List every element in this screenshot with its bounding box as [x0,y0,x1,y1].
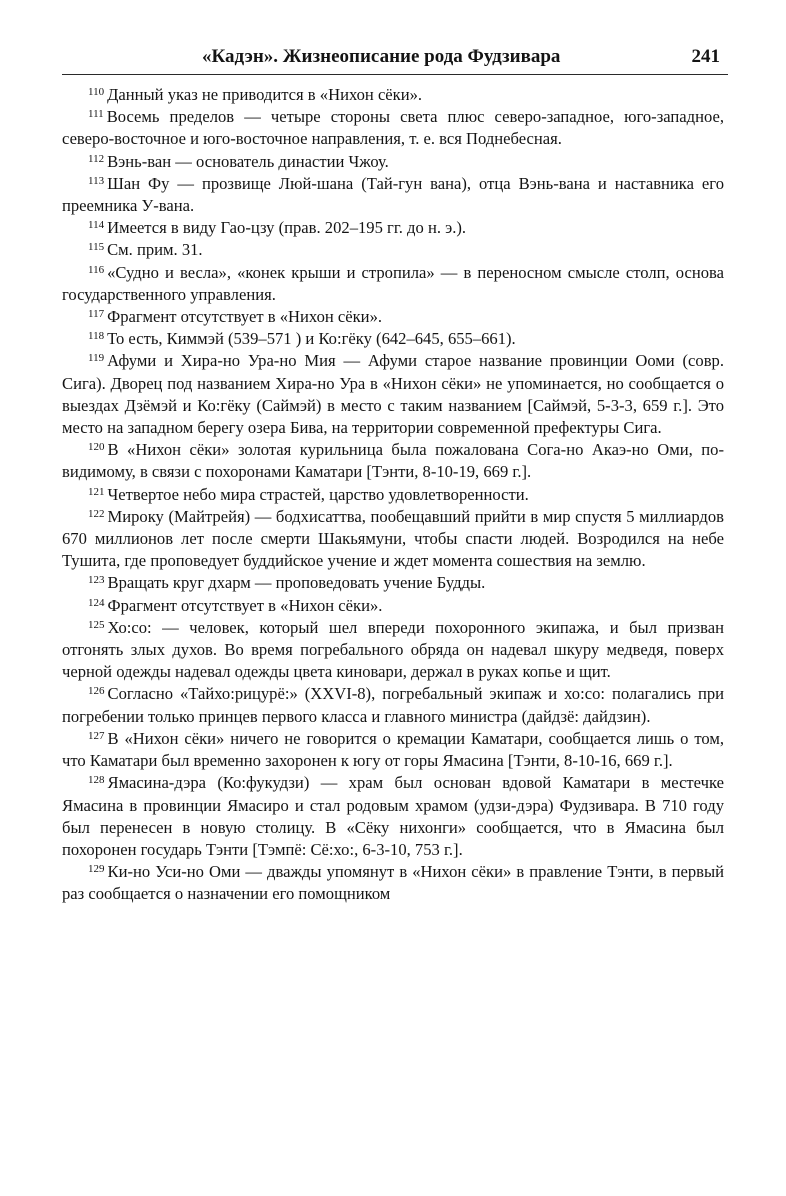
note-number: 118 [88,330,105,343]
note-125 [62,617,724,684]
note-text: В «Нихон сёки» ничего не говорится о кремации Каматари, сообщается лишь о том, что Каматари был временно захоронен к югу от горы Ямасина [Тэнти, 8-10-16, 669 г.]. [62,728,724,771]
running-header [62,40,728,75]
note-121 [62,484,724,506]
note-text: Хо:со: — человек, который шел впереди похоронного экипажа, и был призван отгонять злых духов. Во время погребального обряда он надевал шкуру медведя, поверх черной одежды надевал одежды цвета киновари, держал в руках копье и щит. [62,617,724,682]
note-127 [62,728,724,772]
note-number: 115 [88,241,105,254]
note-number: 123 [88,574,105,587]
note-text: Имеется в виду Гао-цзу (прав. 202–195 гг. до н. э.). [107,218,467,238]
note-number: 117 [88,308,105,321]
note-129 [62,861,724,905]
note-text: См. прим. 31. [107,240,203,260]
note-number: 111 [88,108,104,121]
note-number: 116 [88,263,105,276]
note-number: 129 [88,863,105,876]
note-number: 127 [88,729,105,742]
note-number: 124 [88,596,105,609]
note-number: 125 [88,618,105,631]
note-text: Четвертое небо мира страстей, царство удовлетворенности. [107,484,529,504]
note-126 [62,683,724,727]
note-number: 120 [88,441,105,454]
note-text: То есть, Киммэй (539–571 ) и Ко:гёку (642–645, 655–661). [107,329,516,349]
endnotes [62,84,724,906]
note-123 [62,572,724,594]
note-number: 112 [88,152,105,165]
note-number: 126 [88,685,105,698]
note-120 [62,439,724,483]
note-number: 113 [88,174,105,187]
note-text: Мироку (Майтрейя) — бодхисаттва, пообещавший прийти в мир спустя 5 миллиардов 670 миллионов лет после смерти Шакьямуни, чтобы спасти людей. Возродился на небе Тушита, где проповедует буддийское учение и ждет момента сошествия на землю. [62,506,724,571]
note-117 [62,306,724,328]
note-text: Афуми и Хира-но Ура-но Мия — Афуми старое название провинции Ооми (совр. Сига). Дворец под названием Хира-но Ура в «Нихон сёки» не упоминается, но сообщается о выездах Дзёмэй и Ко:гёку (Саймэй) в место с таким названием [Саймэй, 5-3-3, 659 г.]. Это место на западном берегу озера Бива, на территории современной префектуры Сига. [62,351,724,438]
note-text: Вэнь-ван — основатель династии Чжоу. [107,151,389,171]
note-116 [62,262,724,306]
note-114 [62,217,724,239]
running-title: «Кадэн». Жизнеописание рода Фудзивара [202,46,561,67]
note-115 [62,239,724,261]
note-number: 110 [88,86,105,98]
note-text: Фрагмент отсутствует в «Нихон сёки». [107,595,383,615]
page-number: 241 [691,46,720,67]
note-text: Ки-но Уси-но Оми — дважды упомянут в «Нихон сёки» в правление Тэнти, в первый раз сообщается о назначении его помощником [62,862,724,904]
note-text: Данный указ не приводится в «Нихон сёки». [107,85,423,104]
note-119 [62,350,724,439]
note-text: Ямасина-дэра (Ко:фукудзи) — храм был основан вдовой Каматари в местечке Ямасина в провинции Ямасиро и стал родовым храмом (удзи-дэра) Фудзивара. В 710 году был перенесен в новую столицу. В «Сёку нихонги» сообщается, что в Ямасина был похоронен государь Тэнти [Тэмпё: Сё:хо:, 6-3-10, 753 г.]. [62,773,724,859]
note-text: Шан Фу — прозвище Люй-шана (Тай-гун вана), отца Вэнь-вана и наставника его преемника У-вана. [62,173,724,216]
note-number: 122 [88,507,105,520]
note-112 [62,151,724,173]
note-124 [62,595,724,617]
note-text: Согласно «Тайхо:рицурё:» (XXVI-8), погребальный экипаж и хо:со: полагались при погребении только принцев первого класса и главного министра (дайдзё: дайдзин). [62,684,724,726]
note-text: В «Нихон сёки» золотая курильница была пожалована Сога-но Акаэ-но Оми, по-видимому, в связи с похоронами Каматари [Тэнти, 8-10-19, 669 г.]. [62,440,724,482]
note-text: Восемь пределов — четыре стороны света плюс северо-западное, юго-западное, северо-восточное и юго-восточное направления, т. е. вся Поднебесная. [62,107,724,149]
note-text: Фрагмент отсутствует в «Нихон сёки». [107,307,383,327]
note-number: 121 [88,485,105,498]
note-128 [62,772,724,861]
note-111 [62,106,724,150]
note-122 [62,506,724,573]
note-number: 128 [88,774,105,787]
note-text: «Судно и весла», «конек крыши и стропила» — в переносном смысле столп, основа государственного управления. [62,262,724,304]
note-number: 119 [88,352,105,365]
note-text: Вращать круг дхарм — проповедовать учение Будды. [107,573,486,593]
note-113 [62,173,724,217]
note-number: 114 [88,219,105,232]
note-118 [62,328,724,350]
note-110 [62,84,724,106]
